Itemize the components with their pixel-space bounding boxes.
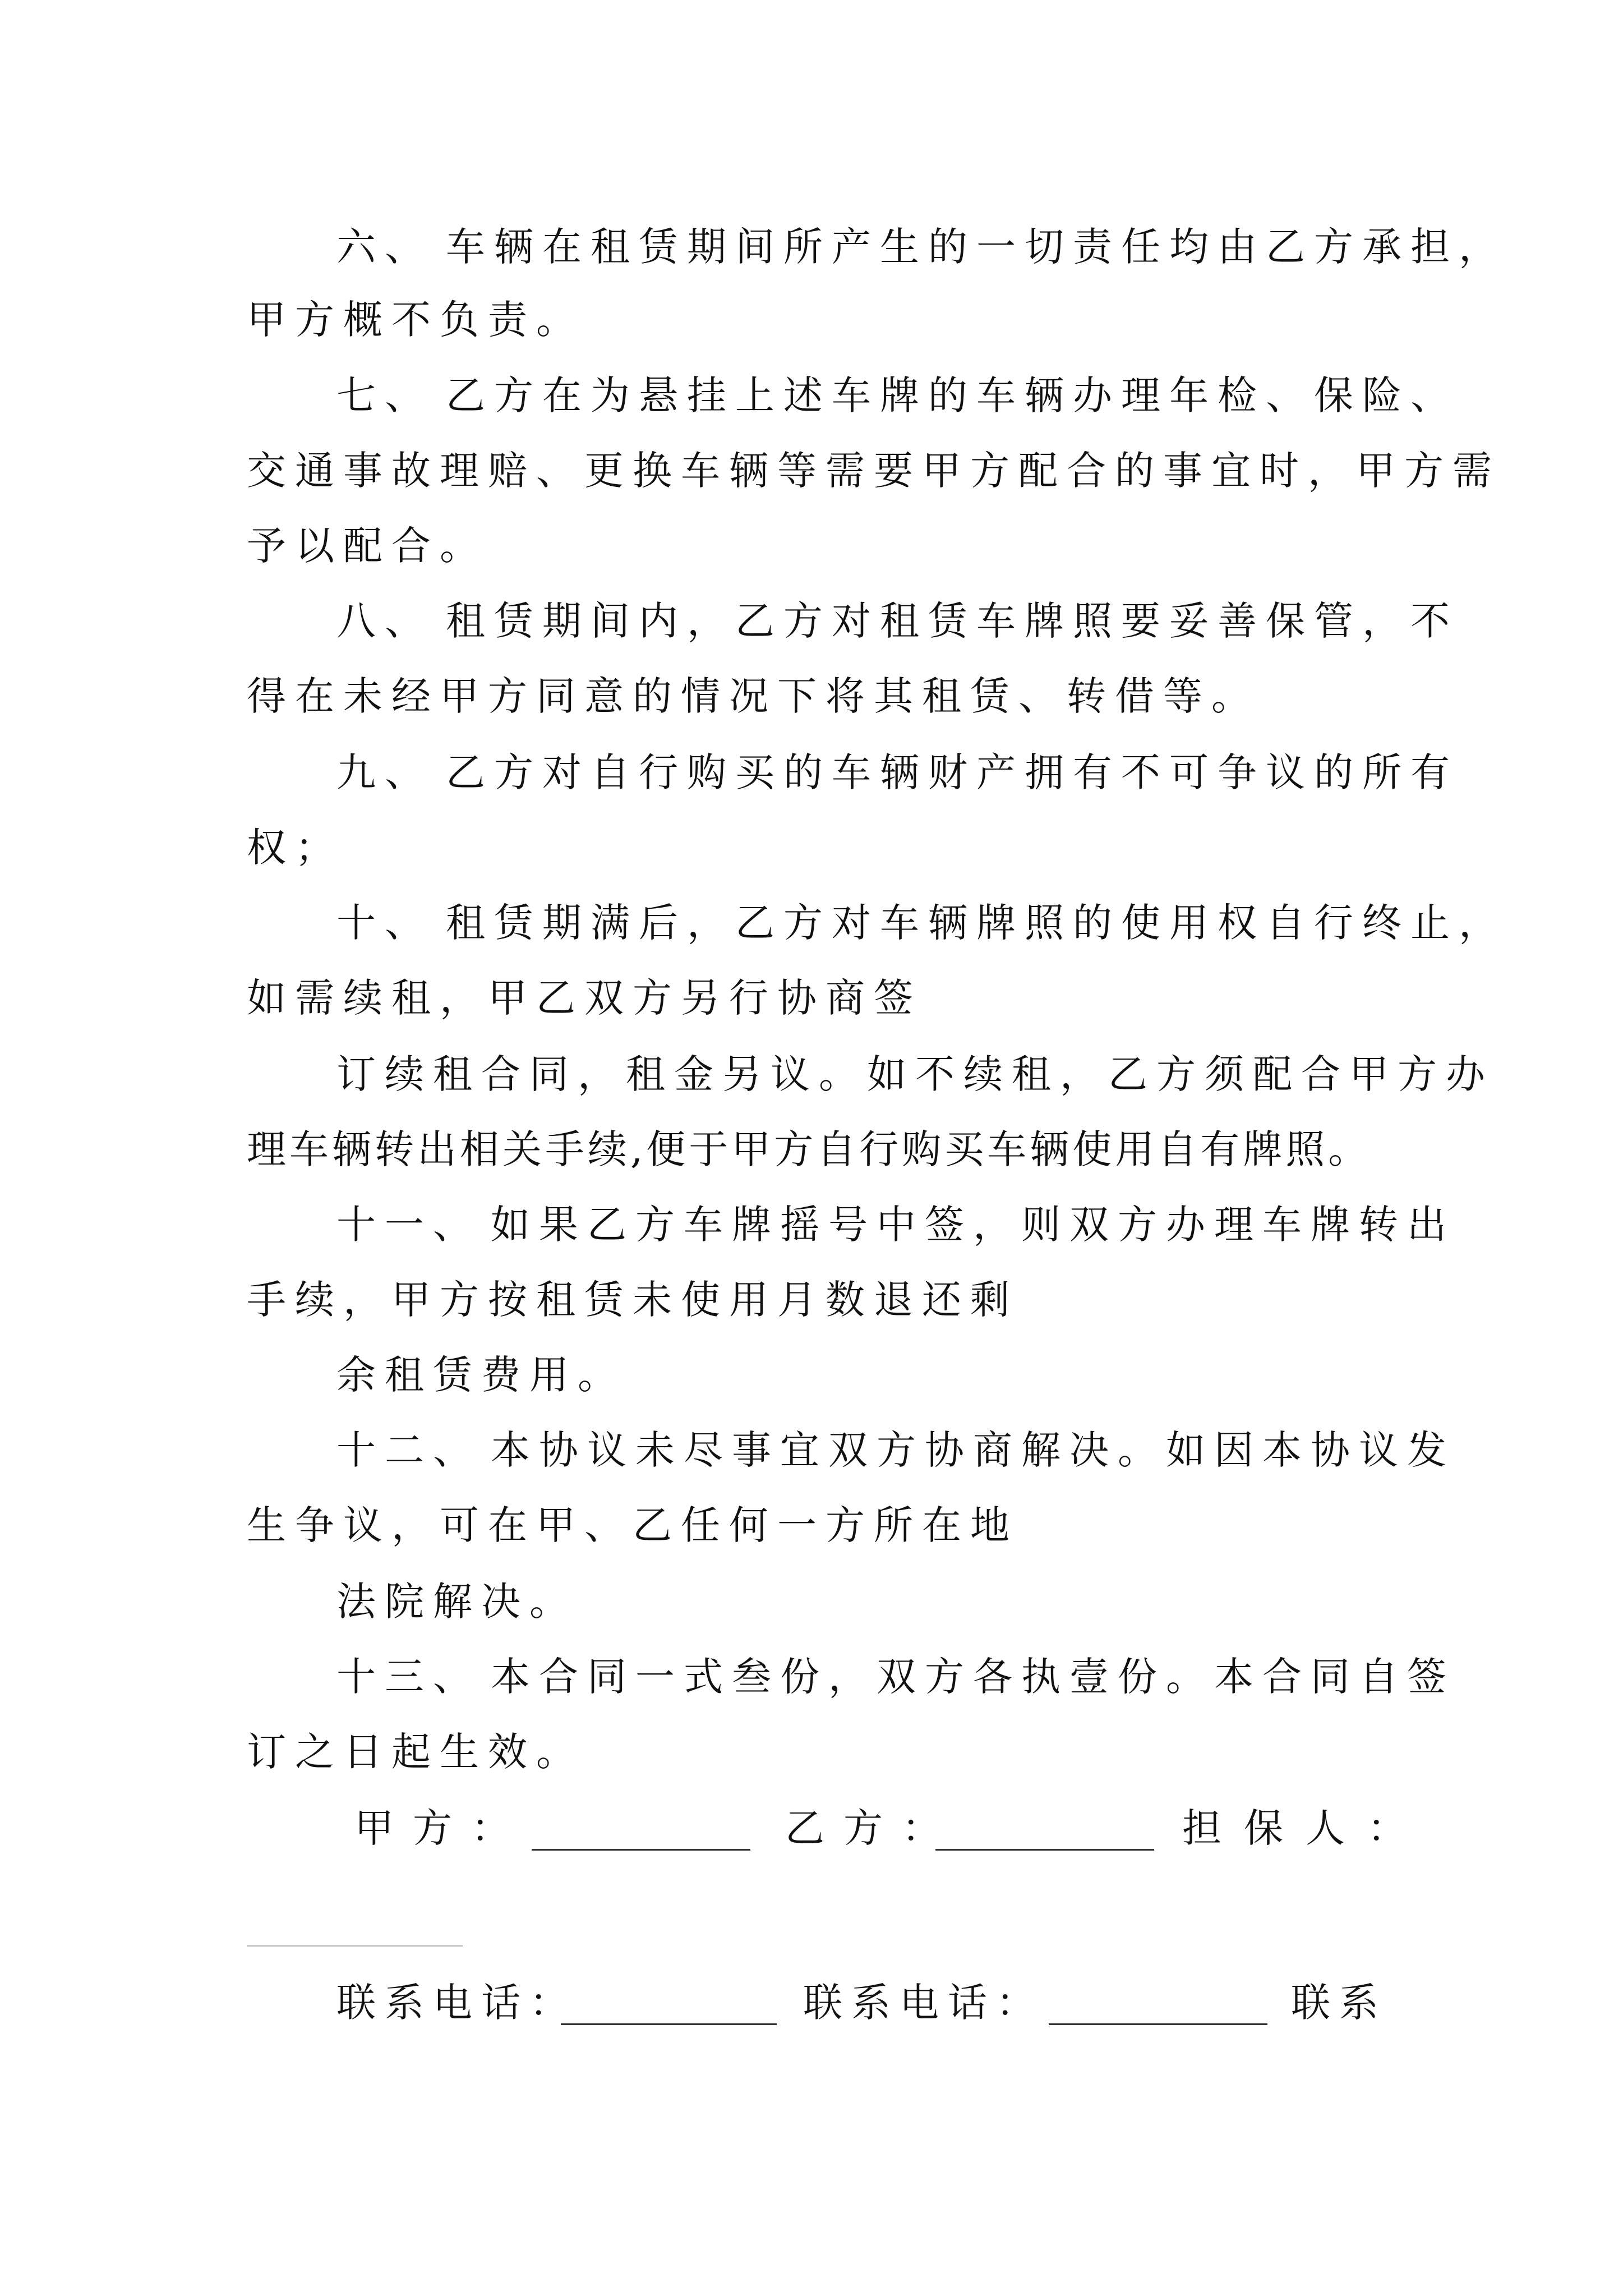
clause-text-cont: 予以配合。 bbox=[247, 523, 488, 569]
clause-text-cont: 订之日起生效。 bbox=[247, 1729, 584, 1775]
clause-text: 本合同一式叁份，双方各执壹份。本合同自签 bbox=[491, 1654, 1455, 1700]
clause-number: 十二、 bbox=[336, 1427, 481, 1473]
party-a-phone-blank bbox=[561, 2023, 777, 2025]
clause-11-para bbox=[0, 1344, 1623, 1406]
clause-10-para-1 bbox=[0, 1043, 1623, 1105]
clause-text: 如果乙方车牌摇号中签，则双方办理车牌转出 bbox=[491, 1202, 1455, 1248]
clause-7-cont-2 bbox=[0, 515, 1623, 577]
clause-11 bbox=[0, 1194, 1623, 1255]
clause-text: 车辆在租赁期间所产生的一切责任均由乙方承担， bbox=[446, 224, 1507, 270]
clause-text: 乙方对自行购买的车辆财产拥有不可争议的所有 bbox=[446, 749, 1459, 795]
clause-8 bbox=[0, 590, 1623, 652]
paragraph-text: 法院解决。 bbox=[336, 1579, 578, 1625]
clause-10 bbox=[0, 892, 1623, 954]
clause-text: 本协议未尽事宜双方协商解决。如因本协议发 bbox=[491, 1427, 1455, 1473]
clause-6-cont bbox=[0, 289, 1623, 351]
guarantor-signature-blank bbox=[247, 1945, 463, 1947]
signature-row bbox=[0, 1797, 1623, 1859]
clause-number: 八、 bbox=[336, 598, 433, 644]
clause-9-cont bbox=[0, 817, 1623, 878]
clause-12-cont bbox=[0, 1494, 1623, 1556]
clause-text-cont: 交通事故理赔、更换车辆等需要甲方配合的事宜时，甲方需 bbox=[247, 448, 1501, 494]
clause-number: 十三、 bbox=[336, 1654, 481, 1700]
clause-number: 六、 bbox=[336, 224, 433, 270]
clause-8-cont bbox=[0, 665, 1623, 727]
clause-text-cont: 权； bbox=[247, 825, 343, 871]
party-b-signature-blank bbox=[935, 1849, 1154, 1851]
party-b-phone-blank bbox=[1049, 2023, 1267, 2025]
clause-10-cont bbox=[0, 967, 1623, 1029]
paragraph-text: 订续租合同，租金另议。如不续租，乙方须配合甲方办 bbox=[336, 1051, 1494, 1097]
clause-6 bbox=[0, 216, 1623, 278]
clause-number: 十一、 bbox=[336, 1202, 481, 1248]
clause-12 bbox=[0, 1419, 1623, 1481]
clause-10-para-2 bbox=[0, 1119, 1623, 1180]
party-a-phone-label: 联系电话： bbox=[336, 1980, 578, 2026]
clause-9 bbox=[0, 742, 1623, 803]
party-b-label: 乙方： bbox=[785, 1805, 960, 1851]
paragraph-text: 余租赁费用。 bbox=[336, 1352, 626, 1398]
clause-text: 租赁期满后，乙方对车辆牌照的使用权自行终止， bbox=[446, 900, 1507, 946]
clause-text-cont: 手续，甲方按租赁未使用月数退还剩 bbox=[247, 1277, 1018, 1323]
clause-text-cont: 生争议，可在甲、乙任何一方所在地 bbox=[247, 1502, 1018, 1548]
clause-text: 乙方在为悬挂上述车牌的车辆办理年检、保险、 bbox=[446, 372, 1459, 418]
party-b-phone-label: 联系电话： bbox=[803, 1980, 1044, 2026]
paragraph-text: 理车辆转出相关手续,便于甲方自行购买车辆使用自有牌照。 bbox=[247, 1126, 1371, 1172]
party-a-signature-blank bbox=[532, 1849, 750, 1851]
clause-text-cont: 得在未经甲方同意的情况下将其租赁、转借等。 bbox=[247, 673, 1260, 719]
clause-7-cont-1 bbox=[0, 440, 1623, 501]
clause-12-para bbox=[0, 1571, 1623, 1632]
phone-row bbox=[0, 1972, 1623, 2033]
clause-13 bbox=[0, 1646, 1623, 1708]
clause-text-cont: 甲方概不负责。 bbox=[247, 297, 584, 343]
guarantor-phone-label: 联系 bbox=[1291, 1980, 1387, 2026]
party-a-label: 甲方： bbox=[354, 1805, 529, 1851]
clause-number: 十、 bbox=[336, 900, 433, 946]
clause-text-cont: 如需续租，甲乙双方另行协商签 bbox=[247, 975, 922, 1021]
clause-text: 租赁期间内，乙方对租赁车牌照要妥善保管，不 bbox=[446, 598, 1459, 644]
clause-number: 九、 bbox=[336, 749, 433, 795]
guarantor-label: 担保人： bbox=[1182, 1805, 1429, 1851]
clause-7 bbox=[0, 365, 1623, 426]
clause-number: 七、 bbox=[336, 372, 433, 418]
clause-11-cont bbox=[0, 1269, 1623, 1331]
clause-13-cont bbox=[0, 1721, 1623, 1783]
